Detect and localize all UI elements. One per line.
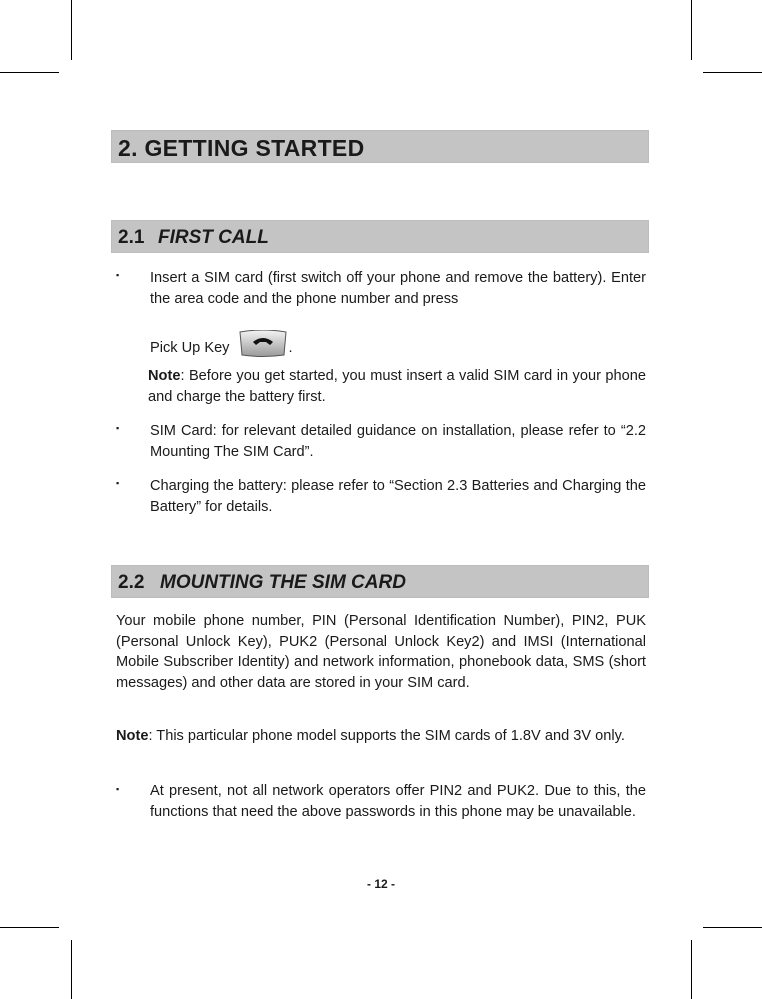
note — [148, 366, 646, 407]
crop-mark — [691, 0, 692, 60]
bullet-icon: ▪ — [116, 784, 120, 794]
list-item-continuation — [150, 330, 646, 359]
crop-mark — [71, 940, 72, 999]
section-title: MOUNTING THE SIM CARD — [160, 572, 406, 593]
list-item-text: SIM Card: for relevant detailed guidance on installation, please refer to “2.2 Mounting The SIM Card”. — [150, 423, 646, 460]
note-text: : This particular phone model supports the SIM cards of 1.8V and 3V only. — [148, 728, 625, 744]
crop-mark — [703, 927, 762, 928]
crop-mark — [0, 927, 59, 928]
crop-mark — [703, 72, 762, 73]
note-label: Note — [116, 728, 149, 744]
section-number: 2.1 — [118, 227, 145, 248]
list-item-text: At present, not all network operators offer PIN2 and PUK2. Due to this, the functions that need the above passwords in this phone may be unavailable. — [150, 783, 646, 820]
list-item — [150, 781, 646, 822]
crop-mark — [71, 0, 72, 60]
chapter-title: 2. GETTING STARTED — [118, 135, 365, 161]
note-text: : Before you get started, you must insert a valid SIM card in your phone and charge the battery first. — [148, 368, 646, 405]
body-paragraph — [116, 611, 646, 693]
list-item-text: Insert a SIM card (first switch off your phone and remove the battery). Enter the area code and the phone number and press — [150, 270, 646, 307]
section-heading-mounting-sim — [111, 565, 649, 598]
list-item — [150, 268, 646, 309]
sentence-end: . — [288, 340, 293, 356]
bullet-icon: ▪ — [116, 423, 120, 433]
pick-up-key-icon — [237, 330, 289, 358]
list-item — [150, 421, 646, 462]
note-label: Note — [148, 368, 181, 384]
crop-mark — [0, 72, 59, 73]
list-item-text: Charging the battery: please refer to “Section 2.3 Batteries and Charging the Battery” for details. — [150, 478, 646, 515]
page-number: - 12 - — [366, 877, 395, 891]
chapter-heading — [111, 130, 649, 163]
section-title: FIRST CALL — [158, 227, 269, 248]
bullet-icon: ▪ — [116, 478, 120, 488]
paragraph-text: Your mobile phone number, PIN (Personal Identification Number), PIN2, PUK (Personal Unlock Key), PUK2 (Personal Unlock Key2) and IMSI (International Mobile Subscriber Identity) and network information, phonebook data, SMS (short messages) and other data are stored in your SIM card. — [116, 613, 646, 691]
crop-mark — [691, 940, 692, 999]
section-heading-first-call — [111, 220, 649, 253]
section-number: 2.2 — [118, 572, 145, 593]
pick-up-key-label: Pick Up Key — [150, 340, 230, 356]
bullet-icon: ▪ — [116, 270, 120, 280]
list-item — [150, 476, 646, 517]
note — [116, 726, 646, 747]
